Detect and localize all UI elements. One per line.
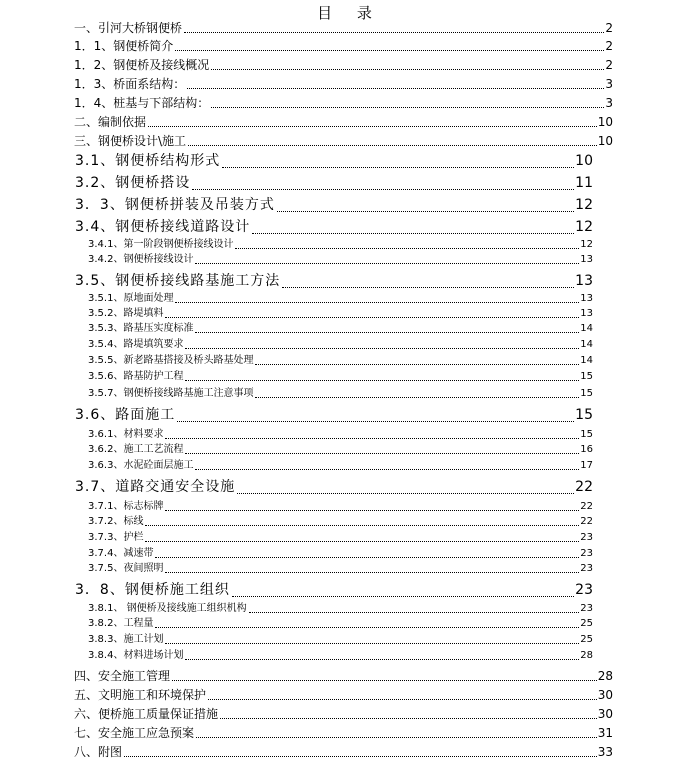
toc-entry-label: 3.8.3、施工计划 xyxy=(88,634,164,645)
toc-entry-label: 1．1、钢便桥简介 xyxy=(74,39,174,53)
toc-title: 目 录 xyxy=(317,4,382,22)
dot-leader xyxy=(222,167,574,168)
dot-leader xyxy=(175,50,604,51)
dot-leader xyxy=(211,69,604,70)
toc-entry-page-number: 17 xyxy=(580,460,593,471)
toc-entry-label: 3.5.4、路堤填筑要求 xyxy=(88,339,184,350)
toc-entry-page-number: 22 xyxy=(580,501,593,512)
toc-entry-label: 3.5.5、新老路基搭接及桥头路基处理 xyxy=(88,355,254,366)
dot-leader xyxy=(188,145,597,146)
toc-entry[interactable] xyxy=(74,38,613,54)
toc-entry-label: 3.5.3、路基压实度标准 xyxy=(88,323,194,334)
toc-entry[interactable] xyxy=(75,272,593,291)
toc-entry-page-number: 13 xyxy=(580,254,593,265)
toc-entry-page-number: 23 xyxy=(580,548,593,559)
dot-leader xyxy=(196,737,597,738)
dot-leader xyxy=(177,421,574,422)
toc-entry-page-number: 25 xyxy=(580,634,593,645)
dot-leader xyxy=(165,510,579,511)
toc-entry[interactable] xyxy=(88,649,593,663)
toc-entry-page-number: 2 xyxy=(605,39,613,53)
toc-entry-label: 3.5.2、路堤填料 xyxy=(88,308,164,319)
toc-entry-label: 3.5、钢便桥接线路基施工方法 xyxy=(75,273,281,289)
toc-entry[interactable] xyxy=(74,687,613,703)
toc-entry[interactable] xyxy=(88,253,593,267)
dot-leader xyxy=(124,756,597,757)
toc-entry-page-number: 23 xyxy=(575,582,593,598)
toc-entry-label: 3.4、钢便桥接线道路设计 xyxy=(75,219,251,235)
dot-leader xyxy=(155,557,579,558)
toc-entry-page-number: 13 xyxy=(580,308,593,319)
dot-leader xyxy=(232,596,574,597)
dot-leader xyxy=(172,680,597,681)
toc-entry-label: 六、便桥施工质量保证措施 xyxy=(74,707,219,721)
toc-entry-page-number: 10 xyxy=(597,115,613,129)
toc-entry[interactable] xyxy=(88,354,593,368)
toc-entry-page-number: 22 xyxy=(575,479,593,495)
toc-entry-page-number: 15 xyxy=(580,429,593,440)
toc-entry-label: 3.2、钢便桥搭设 xyxy=(75,175,191,191)
dot-leader xyxy=(220,718,597,719)
toc-entry-label: 3.7.4、减速带 xyxy=(88,548,154,559)
toc-entry-label: 3．8、钢便桥施工组织 xyxy=(75,582,230,598)
dot-leader xyxy=(145,541,579,542)
toc-entry-page-number: 2 xyxy=(605,58,613,72)
toc-entry-page-number: 23 xyxy=(580,532,593,543)
dot-leader xyxy=(277,211,574,212)
dot-leader xyxy=(195,332,579,333)
dot-leader xyxy=(185,380,579,381)
dot-leader xyxy=(184,32,604,33)
toc-entry[interactable] xyxy=(75,152,593,171)
toc-entry[interactable] xyxy=(74,76,613,92)
toc-entry-label: 3.4.2、钢便桥接线设计 xyxy=(88,254,194,265)
toc-entry[interactable] xyxy=(88,238,593,252)
toc-entry[interactable] xyxy=(88,617,593,631)
dot-leader xyxy=(165,317,579,318)
toc-entry-label: 3.5.6、路基防护工程 xyxy=(88,371,184,382)
toc-entry-label: 3.5.7、钢便桥接线路基施工注意事项 xyxy=(88,388,254,399)
toc-entry-page-number: 28 xyxy=(597,669,613,683)
toc-entry[interactable] xyxy=(74,20,613,36)
toc-entry[interactable] xyxy=(75,478,593,497)
toc-entry[interactable] xyxy=(88,338,593,352)
toc-entry[interactable] xyxy=(74,95,613,111)
dot-leader xyxy=(208,699,597,700)
toc-entry-label: 3.1、钢便桥结构形式 xyxy=(75,153,221,169)
toc-entry[interactable] xyxy=(88,443,593,457)
toc-entry-page-number: 15 xyxy=(580,388,593,399)
toc-entry-label: 3.8.2、工程量 xyxy=(88,618,154,629)
dot-leader xyxy=(185,453,579,454)
toc-entry-page-number: 28 xyxy=(580,650,593,661)
toc-entry[interactable] xyxy=(88,292,593,306)
toc-entry-label: 3．3、钢便桥拼装及吊装方式 xyxy=(75,197,275,213)
dot-leader xyxy=(282,287,574,288)
toc-entry-page-number: 25 xyxy=(580,618,593,629)
toc-entry-label: 3.4.1、第一阶段钢便桥接线设计 xyxy=(88,239,234,250)
toc-entry-label: 3.7.1、标志标牌 xyxy=(88,501,164,512)
toc-entry[interactable] xyxy=(74,668,613,684)
toc-entry-label: 一、引河大桥钢便桥 xyxy=(74,21,183,35)
toc-entry-label: 3.8.4、材料进场计划 xyxy=(88,650,184,661)
toc-entry[interactable] xyxy=(75,174,593,193)
dot-leader xyxy=(195,263,579,264)
toc-entry-label: 五、文明施工和环境保护 xyxy=(74,688,207,702)
dot-leader xyxy=(211,107,604,108)
dot-leader xyxy=(175,302,579,303)
toc-entry[interactable] xyxy=(75,218,593,237)
toc-entry-page-number: 16 xyxy=(580,444,593,455)
toc-entry-page-number: 15 xyxy=(575,407,593,423)
dot-leader xyxy=(195,469,579,470)
toc-entry-label: 七、安全施工应急预案 xyxy=(74,726,195,740)
toc-entry[interactable] xyxy=(88,531,593,545)
toc-entry[interactable] xyxy=(74,744,613,760)
dot-leader xyxy=(165,572,579,573)
toc-entry-page-number: 15 xyxy=(580,371,593,382)
toc-entry-page-number: 13 xyxy=(580,293,593,304)
toc-entry-page-number: 11 xyxy=(575,175,593,191)
toc-entry-label: 八、附图 xyxy=(74,745,123,759)
toc-entry-label: 3.7.5、夜间照明 xyxy=(88,563,164,574)
toc-entry[interactable] xyxy=(75,406,593,425)
toc-entry[interactable] xyxy=(88,562,593,576)
dot-leader xyxy=(185,348,579,349)
toc-entry-page-number: 30 xyxy=(597,688,613,702)
toc-entry[interactable] xyxy=(75,196,593,215)
toc-entry-label: 3.7、道路交通安全设施 xyxy=(75,479,236,495)
toc-entry[interactable] xyxy=(88,633,593,647)
toc-entry-label: 3.6.2、施工工艺流程 xyxy=(88,444,184,455)
toc-entry[interactable] xyxy=(88,602,593,616)
toc-entry-label: 1．3、桥面系结构： xyxy=(74,77,186,91)
dot-leader xyxy=(237,493,574,494)
toc-entry-label: 3.6.3、水泥砼面层施工 xyxy=(88,460,194,471)
dot-leader xyxy=(187,88,604,89)
toc-entry-page-number: 23 xyxy=(580,603,593,614)
toc-entry-page-number: 12 xyxy=(575,197,593,213)
toc-entry-page-number: 2 xyxy=(605,21,613,35)
toc-entry-label: 3.7.2、标线 xyxy=(88,516,144,527)
toc-entry[interactable] xyxy=(75,581,593,600)
toc-entry-label: 3.7.3、护栏 xyxy=(88,532,144,543)
toc-entry-page-number: 10 xyxy=(597,134,613,148)
dot-leader xyxy=(155,627,579,628)
toc-entry-label: 1．2、钢便桥及接线概况 xyxy=(74,58,210,72)
toc-entry[interactable] xyxy=(88,370,593,384)
toc-entry[interactable] xyxy=(88,322,593,336)
toc-entry-page-number: 22 xyxy=(580,516,593,527)
toc-entry-page-number: 10 xyxy=(575,153,593,169)
toc-entry-page-number: 14 xyxy=(580,355,593,366)
dot-leader xyxy=(255,397,579,398)
dot-leader xyxy=(148,126,597,127)
toc-entry-page-number: 3 xyxy=(605,96,613,110)
dot-leader xyxy=(145,525,579,526)
toc-entry-page-number: 13 xyxy=(575,273,593,289)
dot-leader xyxy=(192,189,574,190)
toc-entry[interactable] xyxy=(74,133,613,149)
toc-entry-label: 3.8.1、 钢便桥及接线施工组织机构 xyxy=(88,603,247,614)
toc-entry-page-number: 31 xyxy=(597,726,613,740)
toc-entry[interactable] xyxy=(88,500,593,514)
toc-entry-label: 1．4、桩基与下部结构： xyxy=(74,96,210,110)
toc-entry-page-number: 12 xyxy=(580,239,593,250)
toc-entry-page-number: 30 xyxy=(597,707,613,721)
toc-entry[interactable] xyxy=(74,57,613,73)
dot-leader xyxy=(165,643,579,644)
toc-entry-label: 3.6、路面施工 xyxy=(75,407,176,423)
toc-entry-label: 三、钢便桥设计\施工 xyxy=(74,134,187,148)
dot-leader xyxy=(249,612,580,613)
toc-entry[interactable] xyxy=(88,515,593,529)
toc-entry[interactable] xyxy=(88,459,593,473)
toc-entry-page-number: 12 xyxy=(575,219,593,235)
toc-entry-label: 3.5.1、原地面处理 xyxy=(88,293,174,304)
toc-entry[interactable] xyxy=(88,547,593,561)
dot-leader xyxy=(252,233,574,234)
toc-entry-page-number: 33 xyxy=(597,745,613,759)
toc-entry-page-number: 23 xyxy=(580,563,593,574)
toc-entry-page-number: 3 xyxy=(605,77,613,91)
toc-entry-label: 3.6.1、材料要求 xyxy=(88,429,164,440)
toc-entry-page-number: 14 xyxy=(580,339,593,350)
dot-leader xyxy=(235,248,579,249)
toc-entry[interactable] xyxy=(74,706,613,722)
dot-leader xyxy=(185,659,579,660)
toc-entry-label: 二、编制依据 xyxy=(74,115,147,129)
toc-entry[interactable] xyxy=(74,114,613,130)
toc-entry[interactable] xyxy=(88,307,593,321)
dot-leader xyxy=(255,364,579,365)
toc-entry-page-number: 14 xyxy=(580,323,593,334)
toc-entry[interactable] xyxy=(74,725,613,741)
toc-entry[interactable] xyxy=(88,428,593,442)
dot-leader xyxy=(165,438,579,439)
toc-entry-label: 四、安全施工管理 xyxy=(74,669,171,683)
toc-entry[interactable] xyxy=(88,387,593,401)
